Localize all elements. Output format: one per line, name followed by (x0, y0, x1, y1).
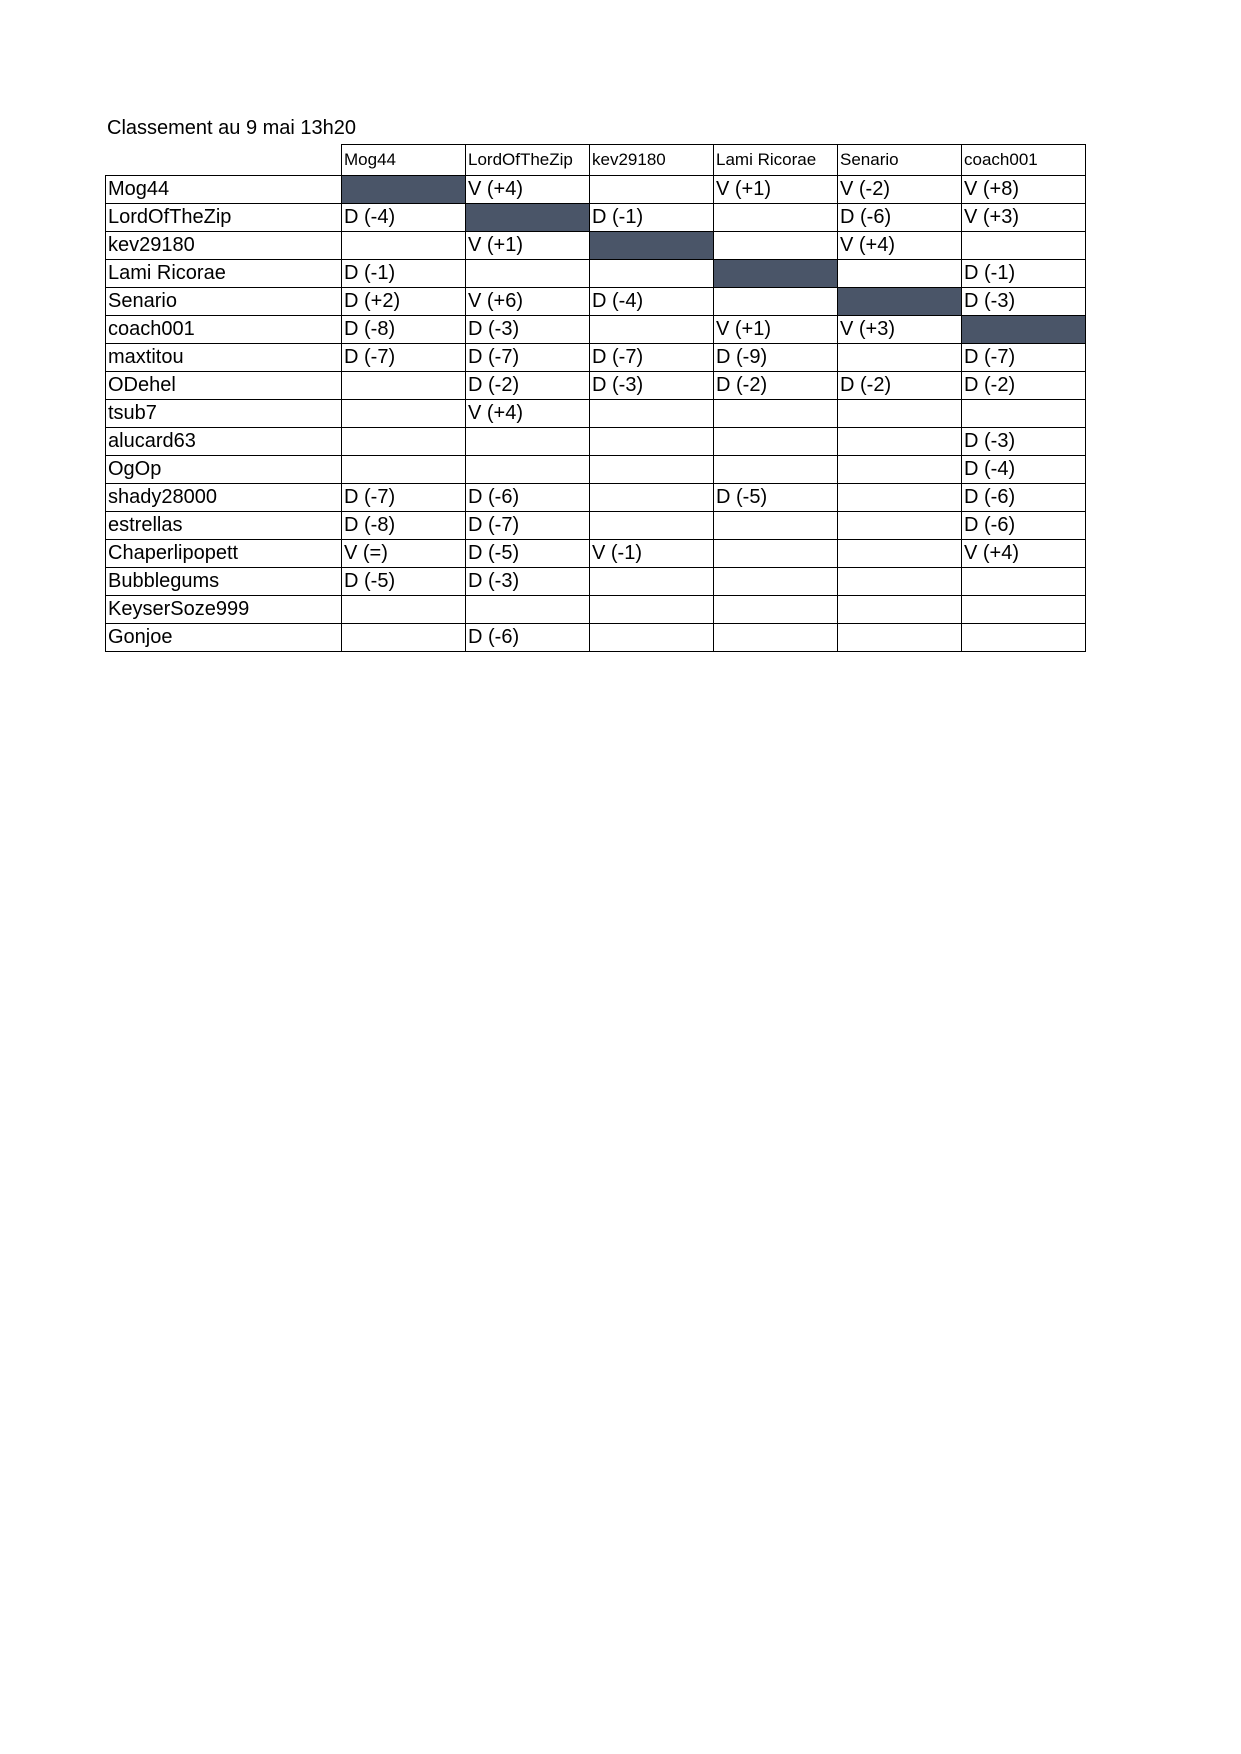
table-body (106, 176, 1086, 652)
table-row (106, 568, 1086, 596)
table-row (106, 540, 1086, 568)
result-cell: D (+2) (342, 288, 466, 316)
table-row (106, 260, 1086, 288)
row-player-name: shady28000 (106, 484, 342, 512)
row-player-name: Lami Ricorae (106, 260, 342, 288)
corner-cell (106, 145, 342, 176)
row-player-name: Mog44 (106, 176, 342, 204)
result-cell (838, 456, 962, 484)
result-cell (838, 568, 962, 596)
row-player-name: KeyserSoze999 (106, 596, 342, 624)
table-row (106, 624, 1086, 652)
result-cell (962, 400, 1086, 428)
result-cell: D (-4) (962, 456, 1086, 484)
result-cell: V (+8) (962, 176, 1086, 204)
results-table (105, 144, 1086, 652)
result-cell: D (-7) (962, 344, 1086, 372)
row-player-name: Senario (106, 288, 342, 316)
result-cell: D (-8) (342, 512, 466, 540)
table-row (106, 428, 1086, 456)
result-cell (714, 596, 838, 624)
result-cell: D (-1) (962, 260, 1086, 288)
result-cell (714, 232, 838, 260)
column-header: Senario (838, 145, 962, 176)
self-match-cell (590, 232, 714, 260)
result-cell (962, 624, 1086, 652)
row-player-name: alucard63 (106, 428, 342, 456)
result-cell: D (-7) (466, 512, 590, 540)
result-cell: D (-2) (466, 372, 590, 400)
result-cell (962, 232, 1086, 260)
result-cell: D (-8) (342, 316, 466, 344)
result-cell: D (-4) (590, 288, 714, 316)
result-cell (838, 484, 962, 512)
result-cell (342, 232, 466, 260)
table-row (106, 204, 1086, 232)
result-cell (714, 400, 838, 428)
result-cell (838, 512, 962, 540)
self-match-cell (714, 260, 838, 288)
result-cell: D (-1) (590, 204, 714, 232)
result-cell: D (-3) (962, 288, 1086, 316)
row-player-name: Chaperlipopett (106, 540, 342, 568)
result-cell (838, 344, 962, 372)
result-cell (466, 428, 590, 456)
result-cell (714, 624, 838, 652)
table-row (106, 512, 1086, 540)
result-cell (342, 372, 466, 400)
result-cell (838, 596, 962, 624)
result-cell (342, 400, 466, 428)
result-cell (714, 456, 838, 484)
row-player-name: OgOp (106, 456, 342, 484)
table-row (106, 176, 1086, 204)
result-cell (838, 540, 962, 568)
result-cell (590, 260, 714, 288)
result-cell: D (-6) (962, 484, 1086, 512)
result-cell (962, 596, 1086, 624)
result-cell (714, 204, 838, 232)
table-row (106, 372, 1086, 400)
result-cell (838, 400, 962, 428)
table-row (106, 288, 1086, 316)
result-cell: D (-3) (962, 428, 1086, 456)
result-cell: V (+6) (466, 288, 590, 316)
result-cell: D (-1) (342, 260, 466, 288)
result-cell (838, 260, 962, 288)
result-cell: V (+1) (714, 176, 838, 204)
row-player-name: LordOfTheZip (106, 204, 342, 232)
result-cell: V (+1) (466, 232, 590, 260)
table-row (106, 456, 1086, 484)
page-title: Classement au 9 mai 13h20 (107, 117, 357, 139)
result-cell (590, 456, 714, 484)
column-header: coach001 (962, 145, 1086, 176)
result-cell: V (-1) (590, 540, 714, 568)
result-cell: D (-7) (466, 344, 590, 372)
table-row (106, 484, 1086, 512)
table-row (106, 316, 1086, 344)
self-match-cell (342, 176, 466, 204)
row-player-name: Gonjoe (106, 624, 342, 652)
self-match-cell (466, 204, 590, 232)
table-row (106, 344, 1086, 372)
result-cell: D (-5) (466, 540, 590, 568)
column-header: kev29180 (590, 145, 714, 176)
result-cell (714, 540, 838, 568)
result-cell (590, 428, 714, 456)
result-cell (342, 624, 466, 652)
result-cell (590, 176, 714, 204)
result-cell (714, 512, 838, 540)
result-cell: V (+3) (838, 316, 962, 344)
result-cell (590, 568, 714, 596)
row-player-name: maxtitou (106, 344, 342, 372)
result-cell (342, 596, 466, 624)
row-player-name: estrellas (106, 512, 342, 540)
column-header: Lami Ricorae (714, 145, 838, 176)
row-player-name: tsub7 (106, 400, 342, 428)
result-cell: D (-2) (838, 372, 962, 400)
table-row (106, 232, 1086, 260)
result-cell (714, 288, 838, 316)
table-header (106, 145, 1086, 176)
result-cell (838, 624, 962, 652)
result-cell (590, 512, 714, 540)
result-cell: D (-7) (342, 484, 466, 512)
result-cell (342, 456, 466, 484)
result-cell: D (-9) (714, 344, 838, 372)
row-player-name: kev29180 (106, 232, 342, 260)
result-cell: D (-4) (342, 204, 466, 232)
self-match-cell (962, 316, 1086, 344)
result-cell: D (-2) (714, 372, 838, 400)
result-cell: D (-7) (590, 344, 714, 372)
result-cell (590, 316, 714, 344)
result-cell (466, 456, 590, 484)
result-cell: V (+3) (962, 204, 1086, 232)
row-player-name: ODehel (106, 372, 342, 400)
self-match-cell (838, 288, 962, 316)
row-player-name: Bubblegums (106, 568, 342, 596)
column-header: LordOfTheZip (466, 145, 590, 176)
result-cell: D (-6) (466, 484, 590, 512)
table-row (106, 596, 1086, 624)
result-cell (342, 428, 466, 456)
header-row (106, 145, 1086, 176)
result-cell: V (=) (342, 540, 466, 568)
result-cell: D (-2) (962, 372, 1086, 400)
result-cell (590, 484, 714, 512)
result-cell (590, 624, 714, 652)
result-cell: V (+4) (466, 176, 590, 204)
result-cell (714, 568, 838, 596)
result-cell: V (+4) (838, 232, 962, 260)
result-cell (590, 400, 714, 428)
result-cell: V (+4) (962, 540, 1086, 568)
result-cell (590, 596, 714, 624)
result-cell (838, 428, 962, 456)
result-cell: V (-2) (838, 176, 962, 204)
result-cell: D (-6) (962, 512, 1086, 540)
row-player-name: coach001 (106, 316, 342, 344)
result-cell: D (-3) (466, 568, 590, 596)
result-cell: V (+4) (466, 400, 590, 428)
result-cell (466, 260, 590, 288)
result-cell: D (-5) (714, 484, 838, 512)
result-cell: D (-3) (466, 316, 590, 344)
column-header: Mog44 (342, 145, 466, 176)
result-cell: D (-3) (590, 372, 714, 400)
result-cell: D (-7) (342, 344, 466, 372)
result-cell (714, 428, 838, 456)
result-cell (962, 568, 1086, 596)
table-row (106, 400, 1086, 428)
result-cell: D (-6) (838, 204, 962, 232)
result-cell (466, 596, 590, 624)
result-cell: V (+1) (714, 316, 838, 344)
result-cell: D (-5) (342, 568, 466, 596)
result-cell: D (-6) (466, 624, 590, 652)
